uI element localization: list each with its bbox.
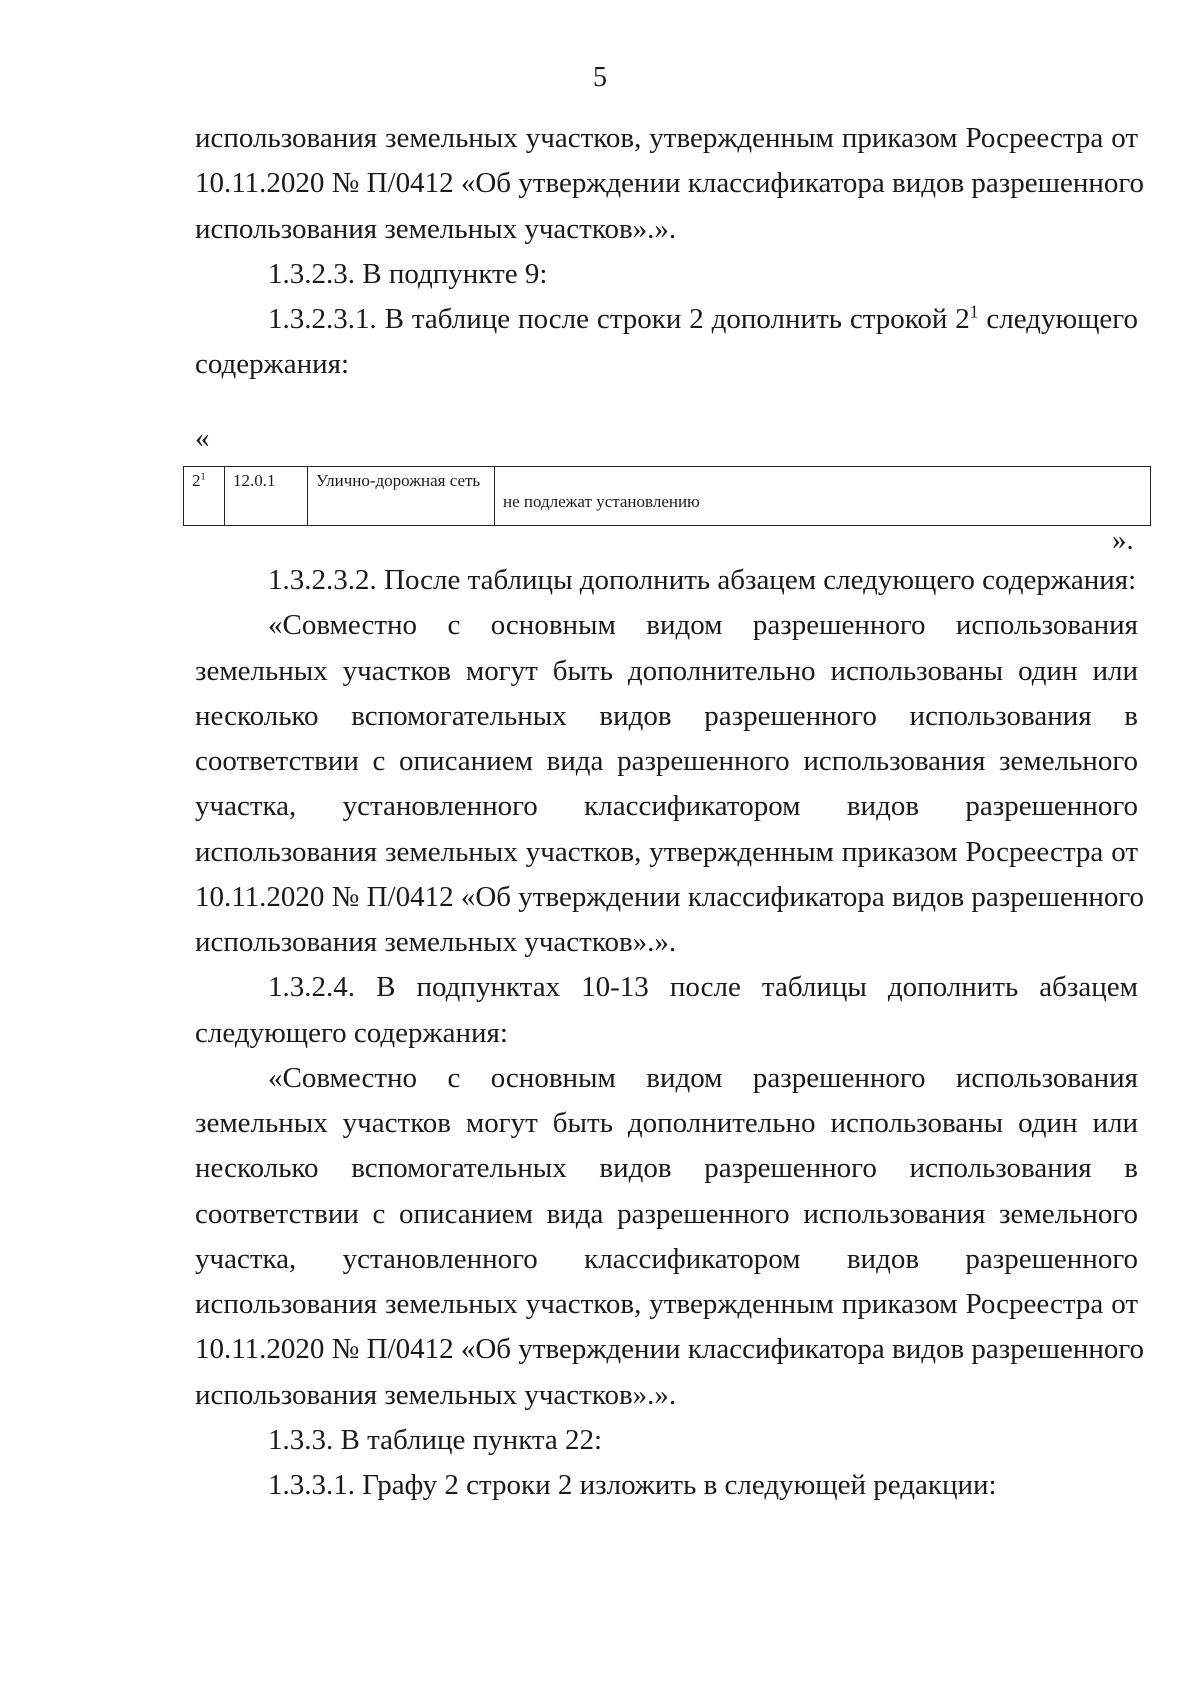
text-line: соответствии с описанием вида разрешенного использования земельного [195, 1198, 1138, 1230]
text-line: использования земельных участков».». [195, 1379, 677, 1411]
text-line: «Совместно с основным видом разрешенного использования [268, 1062, 1138, 1094]
table-row [184, 467, 1151, 526]
text-line: участка, установленного классификатором видов разрешенного [195, 1243, 1138, 1275]
text-line: 1.3.3.1. Графу 2 строки 2 изложить в следующей редакции: [268, 1469, 997, 1501]
cell-code: 12.0.1 [225, 467, 308, 526]
quote-close: ». [1112, 524, 1134, 556]
cell-row-number: $2^1$ [184, 467, 225, 526]
amendment-table [183, 466, 1151, 526]
text-line: соответствии с описанием вида разрешенного использования земельного [195, 745, 1138, 777]
text-line: использования земельных участков».». [195, 926, 677, 958]
text-line: использования земельных участков, утвержденным приказом Росреестра от [195, 836, 1138, 868]
text-line: 10.11.2020 № П/0412 «Об утверждении классификатора видов разрешенного [195, 167, 1145, 199]
text-line: несколько вспомогательных видов разрешенного использования в [195, 1152, 1138, 1184]
text-line: 10.11.2020 № П/0412 «Об утверждении классификатора видов разрешенного [195, 881, 1145, 913]
text-line: земельных участков могут быть дополнительно использованы один или [195, 655, 1138, 687]
text-line: «Совместно с основным видом разрешенного использования [268, 609, 1138, 641]
text-line: несколько вспомогательных видов разрешенного использования в [195, 700, 1138, 732]
cell-name: Улично-дорожная сеть [308, 467, 495, 526]
text-line: участка, установленного классификатором видов разрешенного [195, 790, 1138, 822]
text-line: использования земельных участков, утвержденным приказом Росреестра от [195, 122, 1138, 154]
cell-value: не подлежат установлению [495, 467, 1151, 526]
text-line: использования земельных участков, утвержденным приказом Росреестра от [195, 1288, 1138, 1320]
page-number: 5 [593, 62, 607, 93]
text-line: 1.3.2.3.1. В таблице после строки 2 дополнить строкой $2^1$ следующего [268, 301, 1138, 335]
text-line: 1.3.3. В таблице пункта 22: [268, 1424, 603, 1456]
text-line: 10.11.2020 № П/0412 «Об утверждении классификатора видов разрешенного [195, 1333, 1145, 1365]
text-line: 1.3.2.3.2. После таблицы дополнить абзацем следующего содержания: [268, 564, 1137, 596]
text-line: использования земельных участков».». [195, 213, 677, 245]
text-line: следующего содержания: [195, 1017, 508, 1049]
text-line: 1.3.2.4. В подпунктах 10-13 после таблицы дополнить абзацем [268, 971, 1138, 1003]
quote-open: « [195, 422, 210, 454]
text-line: 1.3.2.3. В подпункте 9: [268, 258, 548, 290]
text-line: содержания: [195, 348, 350, 380]
text-line: земельных участков могут быть дополнительно использованы один или [195, 1107, 1138, 1139]
